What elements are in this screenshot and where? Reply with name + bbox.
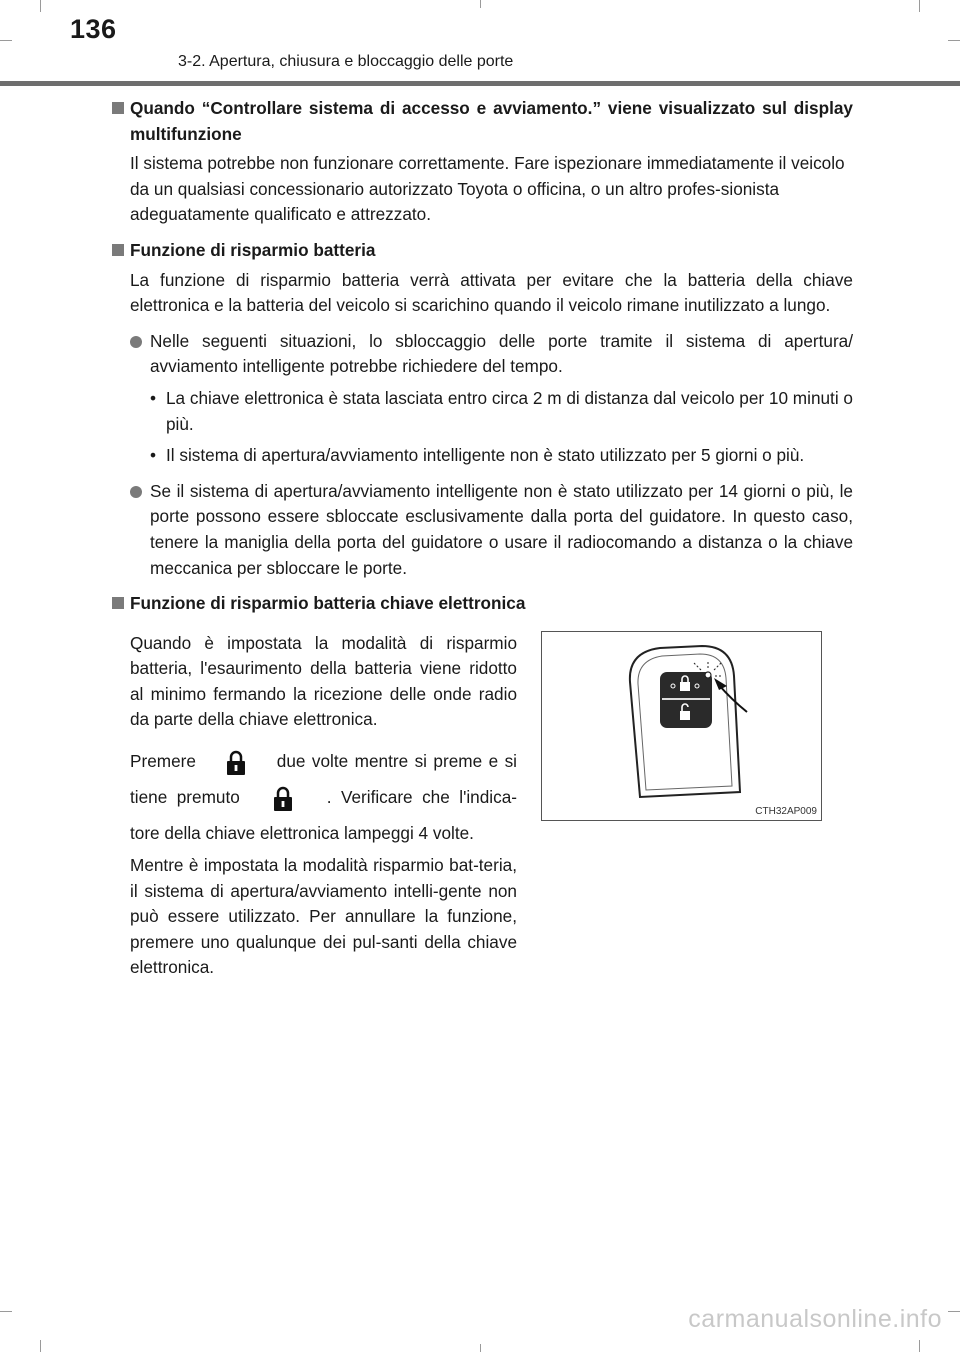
circle-bullet-icon (130, 336, 142, 348)
key-text (130, 631, 517, 981)
figure-label: CTH32AP009 (755, 805, 817, 817)
section-heading (108, 238, 853, 264)
crop-mark (40, 1340, 41, 1352)
sub-list-item (108, 386, 853, 437)
crop-mark (948, 40, 960, 41)
list-item (108, 329, 853, 380)
text-run: Premere (130, 751, 196, 772)
page-content (108, 96, 853, 1031)
list-item (108, 479, 853, 581)
list-item-text: Nelle seguenti situazioni, lo sbloccaggio delle porte tramite il sistema di apertura/ avviamento intelligente potrebbe richiedere del tempo. (150, 330, 853, 377)
section-title: 3-2. Apertura, chiusura e bloccaggio delle porte (178, 53, 514, 70)
section-heading (108, 591, 853, 617)
lock-icon (226, 750, 246, 776)
section-body: La funzione di risparmio batteria verrà attivata per evitare che la batteria della chiave elettronica e la batteria del veicolo si scarichino quando il veicolo rimane inutilizzato a lungo. (130, 269, 853, 316)
crop-mark (919, 0, 920, 12)
sub-item-text: La chiave elettronica è stata lasciata entro circa 2 m di distanza dal veicolo per 10 minuti o più. (166, 387, 853, 434)
square-bullet-icon (112, 102, 124, 114)
crop-mark (480, 0, 481, 8)
heading-text: Quando “Controllare sistema di accesso e avviamento.” viene visualizzato sul display multifunzione (130, 98, 853, 144)
list-item-text: Se il sistema di apertura/avviamento intelligente non è stato utilizzato per 14 giorni o più, le porte possono essere sbloccate esclusivamente dalla porta del guidatore. In questo caso, tenere la maniglia della porta del guidatore o usare il radiocomando a distanza o la chiave meccanica per sbloccare le porte. (150, 480, 853, 578)
text-run: due volte mentre si preme e si tiene premuto (130, 751, 517, 808)
section-body: Il sistema potrebbe non funzionare correttamente. Fare ispezionare immediatamente il veicolo da un qualsiasi concessionario autorizzato Toyota o officina, o un altro profes-sionista adeguatamente qualificato e attrezzato. (130, 153, 845, 225)
watermark: carmanualsonline.info (688, 1305, 942, 1333)
crop-mark (919, 1340, 920, 1352)
sub-item-text: Il sistema di apertura/avviamento intelligente non è stato utilizzato per 5 giorni o più. (166, 445, 805, 466)
key-section (108, 631, 853, 1031)
sub-bullet: • (150, 445, 157, 466)
crop-mark (40, 0, 41, 12)
paragraph (130, 743, 517, 851)
text-run: . Verificare che l'indica-tore della chiave elettronica lampeggi 4 volte. (130, 787, 517, 844)
heading-text: Funzione di risparmio batteria chiave elettronica (130, 593, 526, 614)
key-figure (541, 631, 822, 821)
heading-text: Funzione di risparmio batteria (130, 239, 376, 260)
header-rule (0, 81, 960, 86)
crop-mark (0, 1311, 12, 1312)
square-bullet-icon (112, 244, 124, 256)
square-bullet-icon (112, 597, 124, 609)
sub-list-item (108, 443, 853, 469)
circle-bullet-icon (130, 486, 142, 498)
crop-mark (0, 40, 12, 41)
lock-icon (273, 786, 293, 812)
crop-mark (480, 1344, 481, 1352)
sub-bullet: • (150, 387, 157, 408)
paragraph: Mentre è impostata la modalità risparmio bat-teria, il sistema di apertura/avviamento intelli-gente non può essere utilizzato. Per annullare la funzione, premere uno qualunque dei pul-santi della chiave elettronica. (130, 855, 517, 978)
crop-mark (948, 1311, 960, 1312)
smart-key-illustration (542, 632, 821, 820)
page-number: 136 (70, 14, 117, 44)
section-heading (108, 96, 853, 147)
paragraph: Quando è impostata la modalità di risparmio batteria, l'esaurimento della batteria viene ridotto al minimo fermando la ricezione delle onde radio da parte della chiave elettronica. (130, 632, 517, 730)
